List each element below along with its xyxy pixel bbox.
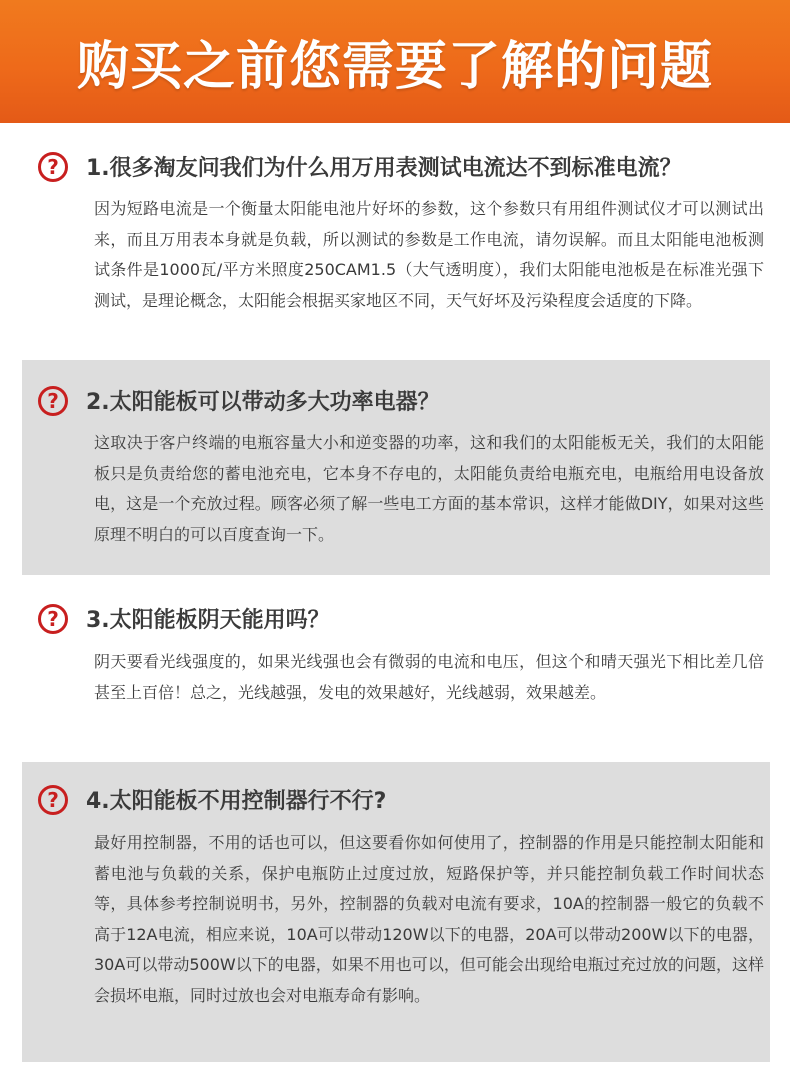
faq-item-1: [0, 123, 790, 360]
answer-text: 阴天要看光线强度的，如果光线强也会有微弱的电流和电压，但这个和晴天强光下相比差几倍甚至上百倍！总之，光线越强，发电的效果越好，光线越弱，效果越差。: [94, 652, 764, 702]
question-row: [38, 151, 682, 182]
page-title: 购买之前您需要了解的问题: [76, 37, 713, 97]
question-row: [38, 385, 440, 416]
question-row: [38, 784, 386, 815]
faq-item-3: [0, 575, 790, 762]
question-row: [38, 603, 330, 634]
answer-text: 因为短路电流是一个衡量太阳能电池片好坏的参数，这个参数只有用组件测试仪才可以测试出来，而且万用表本身就是负载，所以测试的参数是工作电流，请勿误解。而且太阳能电池板测试条件是1000瓦/平方米照度250CAM1.5（大气透明度），我们太阳能电池板是在标准光强下测试，是理论概念，太阳能会根据买家地区不同，天气好坏及污染程度会适度的下降。: [94, 199, 764, 310]
answer-text: 这取决于客户终端的电瓶容量大小和逆变器的功率，这和我们的太阳能板无关，我们的太阳能板只是负责给您的蓄电池充电，它本身不存电的，太阳能负责给电瓶充电，电瓶给用电设备放电，这是一个充放过程。顾客必须了解一些电工方面的基本常识，这样才能做DIY，如果对这些原理不明白的可以百度查询一下。: [94, 433, 764, 544]
faq-item-4: [0, 762, 790, 1062]
faq-item-2: [0, 360, 790, 575]
question-text: 1.很多淘友问我们为什么用万用表测试电流达不到标准电流？: [86, 156, 682, 181]
question-mark-icon: ?: [38, 604, 68, 634]
answer-text: 最好用控制器，不用的话也可以，但这要看你如何使用了，控制器的作用是只能控制太阳能和蓄电池与负载的关系，保护电瓶防止过度过放，短路保护等，并只能控制负载工作时间状态等，具体参考控制说明书，另外，控制器的负载对电流有要求，10A的控制器一般它的负载不高于12A电流，相应来说，10A可以带动120W以下的电器，20A可以带动200W以下的电器，30A可以带动500W以下的电器，如果不用也可以，但可能会出现给电瓶过充过放的问题，这样会损坏电瓶，同时过放也会对电瓶寿命有影响。: [94, 833, 764, 1005]
header-banner: [0, 0, 790, 123]
question-mark-icon: ?: [38, 386, 68, 416]
question-text: 4.太阳能板不用控制器行不行?: [86, 789, 387, 814]
question-mark-icon: ?: [38, 152, 68, 182]
question-text: 2.太阳能板可以带动多大功率电器？: [86, 390, 440, 415]
question-text: 3.太阳能板阴天能用吗？: [86, 608, 330, 633]
question-mark-icon: ?: [38, 785, 68, 815]
